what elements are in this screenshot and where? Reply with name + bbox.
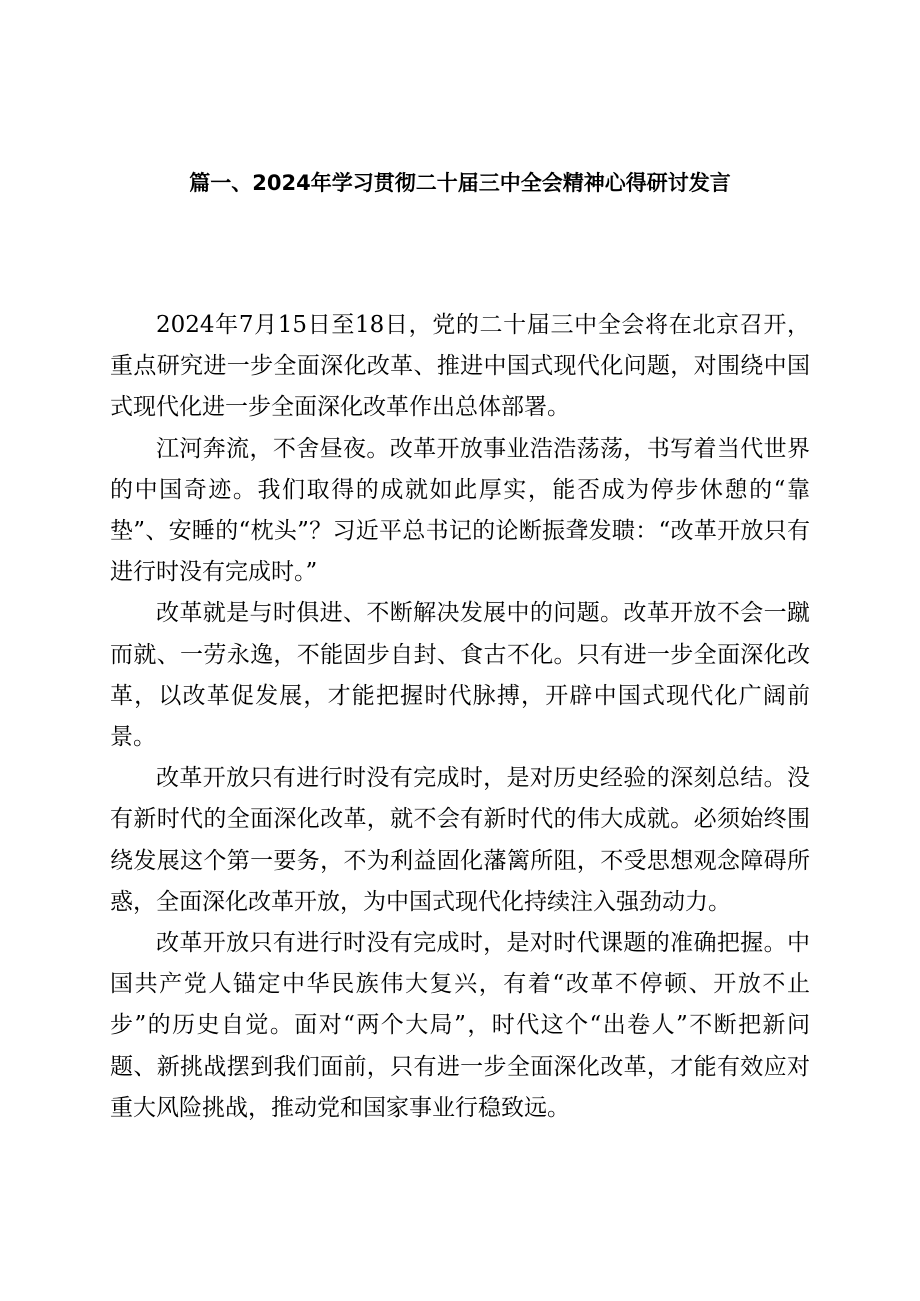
paragraph-3: 改革就是与时俱进、不断解决发展中的问题。改革开放不会一蹴而就、一劳永逸，不能固步自封、食古不化。只有进一步全面深化改革，以改革促发展，才能把握时代脉搏，开辟中国式现代化广阔前景。 [110, 600, 810, 751]
document-body [110, 305, 810, 1129]
paragraph-5: 改革开放只有进行时没有完成时，是对时代课题的准确把握。中国共产党人锚定中华民族伟大复兴，有着“改革不停顿、开放不止步”的历史自觉。面对“两个大局”，时代这个“出卷人”不断把新问题、新挑战摆到我们面前，只有进一步全面深化改革，才能有效应对重大风险挑战，推动党和国家事业行稳致远。 [110, 930, 810, 1121]
document-title: 篇一、2024年学习贯彻二十届三中全会精神心得研讨发言 [189, 171, 731, 195]
paragraph-1: 2024年7月15日至18日，党的二十届三中全会将在北京召开，重点研究进一步全面深化改革、推进中国式现代化问题，对围绕中国式现代化进一步全面深化改革作出总体部署。 [110, 312, 810, 421]
paragraph-2: 江河奔流，不舍昼夜。改革开放事业浩浩荡荡，书写着当代世界的中国奇迹。我们取得的成就如此厚实，能否成为停步休憩的“靠垫”、安睡的“枕头”？习近平总书记的论断振聋发聩：“改革开放只有进行时没有完成时。” [110, 435, 810, 586]
paragraph-4: 改革开放只有进行时没有完成时，是对历史经验的深刻总结。没有新时代的全面深化改革，就不会有新时代的伟大成就。必须始终围绕发展这个第一要务，不为利益固化藩篱所阻，不受思想观念障碍所惑，全面深化改革开放，为中国式现代化持续注入强劲动力。 [110, 765, 810, 915]
